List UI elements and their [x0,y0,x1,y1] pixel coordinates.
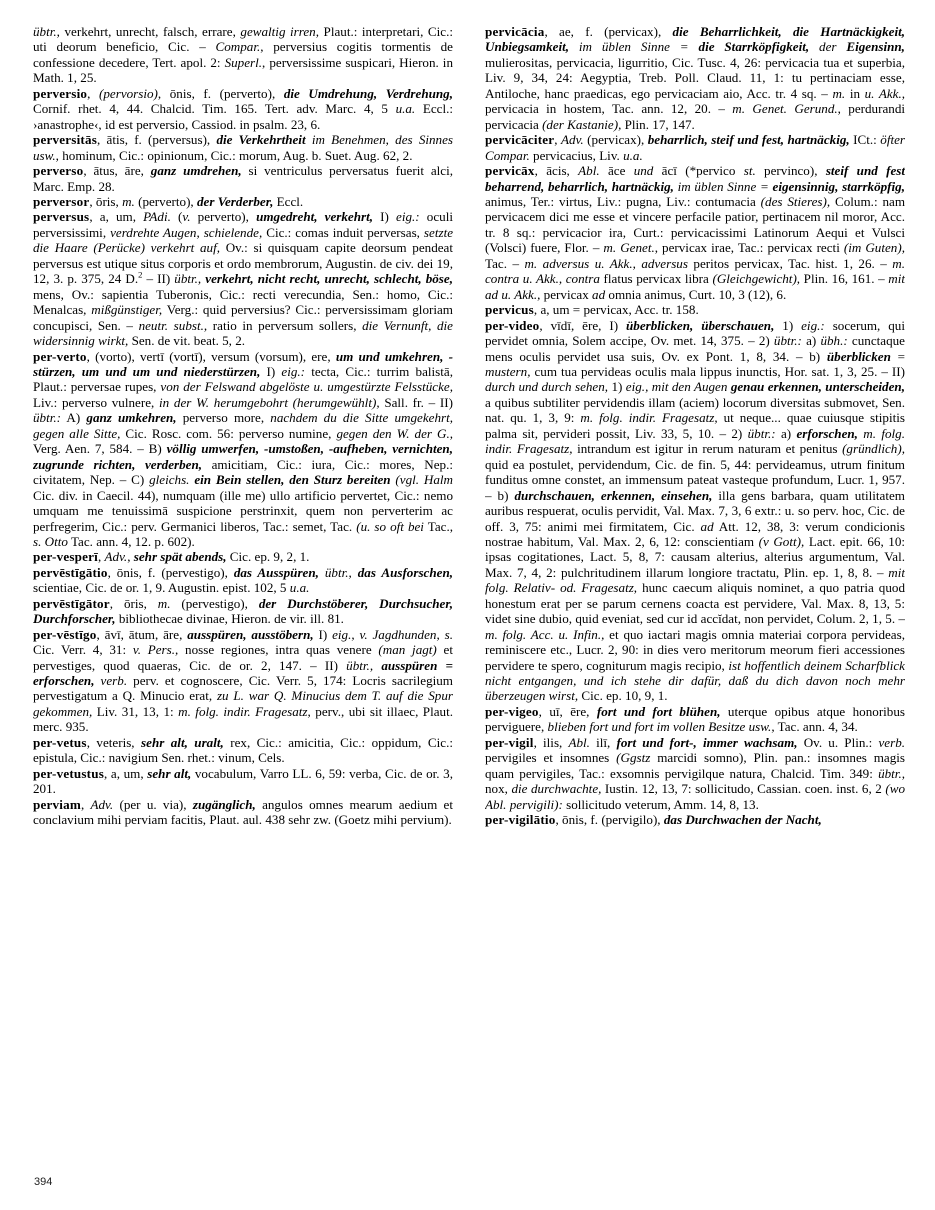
dictionary-entry: pervicus, a, um = pervicax, Acc. tr. 158. [485,302,699,318]
entry-body: übtr., verkehrt, unrecht, falsch, errare, gewaltig irren, Plaut.: interpretari, Cic.: uti deorum beneficio, Cic. – Compar., perversius cogitis tormentis de confessione decedere, Tert. apol. 2: Superl., perversissime suspicari, Hieron. in Math. 1, 25. [33,24,453,86]
entry-body: Adv. (per u. via), zugänglich, angulos omnes mearum aedium et conclavium mihi perviam facitis, Plaut. aul. 438 sehr zw. (Goetz mihi pervium). [33,796,453,828]
entry-body: a, um, sehr alt, vocabulum, Varro LL. 6, 59: verba, Cic. de or. 3, 201. [33,765,453,797]
dictionary-entry: pervicāx, ācis, Abl. āce und ācī (*pervico st. pervinco), steif und fest beharrend, beharrlich, hartnäckig, im üblen Sinne = eigensinnig, starrköpfig, animus, Ter.: virtus, Liv.: pugna, Liv.: contumacia (des Stieres), Colum.: nam pervicacem dici me esse et vincere perfacile patior, pertinacem nil moror, Acc. tr. 8 sq.: pervicacior ira, Curt.: pervicacissimi Latinorum Aequi et Vulsci (Volsci) fuere, Flor. – m. Genet., pervicax irae, Tac.: pervicax recti (im Guten), Tac. – m. adversus u. Akk., adversus peritos pervicax, Tac. hist. 1, 26. – m. contra u. Akk., contra flatus pervicax libra (Gleichgewicht), Plin. 16, 161. – mit ad u. Akk., pervicax ad omnia animus, Curt. 10, 3 (12), 6. [485,163,905,302]
entry-headword: perverso [33,163,84,179]
entry-body: ōnis, f. (pervigilo), das Durchwachen der Nacht, [562,812,822,828]
entry-headword: perversio [33,85,88,101]
entry-body: a, um, PAdi. (v. perverto), umgedreht, verkehrt, I) eig.: oculi perversissimi, verdrehte Augen, schielende, Cic.: comas induit perversas, setzte die Haare (Perücke) verkehrt auf, Ov.: si quisquam capite deorsum pendeat perversus est utique situs corporis et ordo membrorum, Augustin. de civ. dei 19, 12, 3. p. 375, 24 D.$^2$ – II) übtr., verkehrt, nicht recht, unrecht, schlecht, böse, mens, Ov.: sapientia Tuberonis, Cic.: recti verecundia, Sen.: homo, Cic.: Menalcas, mißgünstiger, Verg.: quid perversius? Cic.: perversissimam gloriam concupisci, Sen. – neutr. subst., ratio in perversum sollers, die Vernunft, die widersinnig wirkt, Sen. de vit. beat. 5, 2. [33,209,453,349]
entry-headword: pervēstīgātio [33,564,108,580]
dictionary-entry: per-vigilātio, ōnis, f. (pervigilo), das Durchwachen der Nacht, [485,812,822,828]
dictionary-entry: per-vetus, veteris, sehr alt, uralt, rex, Cic.: amicitia, Cic.: oppidum, Cic.: epistula, Cic.: navigium Sen. rhet.: vinum, Cels. [33,734,453,766]
right-text-column [485,24,905,1164]
dictionary-entry: per-vesperī, Adv., sehr spät abends, Cic. ep. 9, 2, 1. [33,549,310,565]
dictionary-entry: per-vetustus, a, um, sehr alt, vocabulum, Varro LL. 6, 59: verba, Cic. de or. 3, 201. [33,765,453,797]
entry-body: ōris, m. (pervestigo), der Durchstöberer, Durchsucher, Durchforscher, bibliothecae divinae, Hieron. de vir. ill. 81. [33,595,453,627]
dictionary-entry: per-verto, (vorto), vertī (vortī), versum (vorsum), ere, um und umkehren, -stürzen, um und um und niederstürzen, I) eig.: tecta, Cic.: turrim balistā, Plaut.: perversae rupes, von der Felswand abgelöste u. umgestürzte Felsstücke, Liv.: perverso vulnere, in der W. herumgebohrt (herumgewühlt), Sall. fr. – II) übtr.: A) ganz umkehren, perverso more, nachdem du die Sitte umgekehrt, gegen alle Sitte, Cic. Rosc. com. 56: perverso numine, gegen den W. der G., Verg. Aen. 7, 584. – B) völlig umwerfen, -umstoßen, -aufheben, vernichten, zugrunde richten, verderben, amicitiam, Cic.: iura, Cic.: mores, Nep.: civitatem, Nep. – C) gleichs. ein Bein stellen, den Sturz bereiten (vgl. Halm Cic. div. in Caecil. 44), numquam (ille me) ullo artificio pervertet, Cic.: nemo umquam me tenuissimā suspicione perstrinxit, quem non perverterim ac perfregerim, Cic.: perv. Germanici liberos, Tac.: semet, Tac. (u. so oft bei Tac., s. Otto Tac. ann. 4, 12. p. 602). [33,348,453,549]
entry-headword: perviam [33,796,81,812]
entry-body: ācis, Abl. āce und ācī (*pervico st. pervinco), steif und fest beharrend, beharrlich, hartnäckig, im üblen Sinne = eigensinnig, starrköpfig, animus, Ter.: virtus, Liv.: pugna, Liv.: contumacia (des Stieres), Colum.: nam pervicacem dici me esse et vincere perfacile patior, pertinacem nil moror, Acc. tr. 8 sq.: pervicacior ira, Curt.: pervicacissimi Latinorum Aequi et Vulsci (Volsci) fuere, Flor. – m. Genet., pervicax irae, Tac.: pervicax recti (im Guten), Tac. – m. adversus u. Akk., adversus peritos pervicax, Tac. hist. 1, 26. – m. contra u. Akk., contra flatus pervicax libra (Gleichgewicht), Plin. 16, 161. – mit ad u. Akk., pervicax ad omnia animus, Curt. 10, 3 (12), 6. [485,163,905,302]
entry-headword: per-vigeo [485,703,539,719]
dictionary-entry: per-vigil, ilis, Abl. ilī, fort und fort-, immer wachsam, Ov. u. Plin.: verb. pervigiles et insomnes (Ggstz marcidi somno), Plin. pan.: insomnes magis quam pervigiles, Tac.: exsomnis pervigilque natura, Chalcid. Tim. 349: übtr., nox, die durchwachte, Iustin. 12, 13, 7: sollicitudo, Cassian. coen. inst. 6, 2 (wo Abl. pervigili): sollicitudo veterum, Amm. 14, 8, 13. [485,734,905,812]
entry-headword: perversor [33,193,90,209]
dictionary-entry [33,24,453,86]
entry-body: (vorto), vertī (vortī), versum (vorsum), ere, um und umkehren, -stürzen, um und um und niederstürzen, I) eig.: tecta, Cic.: turrim balistā, Plaut.: perversae rupes, von der Felswand abgelöste u. umgestürzte Felsstücke, Liv.: perverso vulnere, in der W. herumgebohrt (herumgewühlt), Sall. fr. – II) übtr.: A) ganz umkehren, perverso more, nachdem du die Sitte umgekehrt, gegen alle Sitte, Cic. Rosc. com. 56: perverso numine, gegen den W. der G., Verg. Aen. 7, 584. – B) völlig umwerfen, -umstoßen, -aufheben, vernichten, zugrunde richten, verderben, amicitiam, Cic.: iura, Cic.: mores, Nep.: civitatem, Nep. – C) gleichs. ein Bein stellen, den Sturz bereiten (vgl. Halm Cic. div. in Caecil. 44), numquam (ille me) ullo artificio pervertet, Cic.: nemo umquam me tenuissimā suspicione perstrinxit, quem non perverterim ac perfregerim, Cic.: perv. Germanici liberos, Tac.: semet, Tac. (u. so oft bei Tac., s. Otto Tac. ann. 4, 12. p. 602). [33,348,453,549]
entry-body: a, um = pervicax, Acc. tr. 158. [540,302,699,318]
entry-headword: per-video [485,317,540,333]
entry-body: Adv., sehr spät abends, Cic. ep. 9, 2, 1. [104,549,310,565]
entry-body: ātis, f. (perversus), die Verkehrtheit im Benehmen, des Sinnes usw., hominum, Cic.: opinionum, Cic.: morum, Aug. b. Suet. Aug. 62, 2. [33,132,453,163]
entry-body: veteris, sehr alt, uralt, rex, Cic.: amicitia, Cic.: oppidum, Cic.: epistula, Cic.: navigium Sen. rhet.: vinum, Cels. [33,734,453,766]
entry-headword: pervicāx [485,163,535,179]
entry-headword: per-vigil [485,734,534,750]
entry-body: Adv. (pervicax), beharrlich, steif und fest, hartnäckig, ICt.: öfter Compar. pervicacius, Liv. u.a. [485,132,905,163]
dictionary-entry: perversus, a, um, PAdi. (v. perverto), umgedreht, verkehrt, I) eig.: oculi perversissimi, verdrehte Augen, schielende, Cic.: comas induit perversas, setzte die Haare (Perücke) verkehrt auf, Ov.: si quisquam capite deorsum pendeat perversus est utique situs corporis et ordo membrorum, Augustin. de civ. dei 19, 12, 3. p. 375, 24 D.$^2$ – II) übtr., verkehrt, nicht recht, unrecht, schlecht, böse, mens, Ov.: sapientia Tuberonis, Cic.: recti verecundia, Sen.: homo, Cic.: Menalcas, mißgünstiger, Verg.: quid perversius? Cic.: perversissimam gloriam concupisci, Sen. – neutr. subst., ratio in perversum sollers, die Vernunft, die widersinnig wirkt, Sen. de vit. beat. 5, 2. [33,209,453,349]
entry-headword: pervēstīgātor [33,595,110,611]
dictionary-entry: per-vigeo, uī, ēre, fort und fort blühen, uterque opibus atque honoribus perviguere, blieben fort und fort im vollen Besitze usw., Tac. ann. 4, 34. [485,703,905,735]
dictionary-entry: pervēstīgātor, ōris, m. (pervestigo), der Durchstöberer, Durchsucher, Durchforscher, bibliothecae divinae, Hieron. de vir. ill. 81. [33,595,453,627]
left-text-column [33,24,453,1164]
entry-headword: per-vetus [33,734,87,750]
dictionary-entry: perversitās, ātis, f. (perversus), die Verkehrtheit im Benehmen, des Sinnes usw., hominum, Cic.: opinionum, Cic.: morum, Aug. b. Suet. Aug. 62, 2. [33,132,453,163]
entry-headword: pervicus [485,302,534,318]
dictionary-entry: per-video, vīdī, ēre, I) überblicken, überschauen, 1) eig.: socerum, qui pervidet omnia, Solem accipe, Ov. met. 14, 375. – 2) übtr.: a) übh.: cunctaque mens oculis pervidet usa suis, Ov. ex Pont. 1, 8, 34. – b) überblicken = mustern, cum tua pervideas oculis mala lippus inunctis, Hor. sat. 1, 3, 25. – II) durch und durch sehen, 1) eig., mit den Augen genau erkennen, unterscheiden, a quibus subtiliter pervidendis illam (aciem) locorum diversitas submovet, Sen. nat. qu. 1, 3, 9: m. folg. indir. Fragesatz, ut neque... quae cuiusque stipitis palma sit, pervideri possit, Liv. 33, 5, 10. – 2) übtr.: a) erforschen, m. folg. indir. Fragesatz, intrandum est igitur in rerum naturam et penitus (gründlich), quid ea postulet, pervidendum, Cic. de fin. 5, 44: pervideamus, utrum finitum funditus omne constet, an immensum pateat vasteque profundum, Lucr. 1, 957. – b) durchschauen, erkennen, einsehen, illa gens barbara, quam utilitatem auribus respuerat, oculis pervidit, Val. Max. 7, 3, 6 extr.: u. so perv. hoc, Cic. de off. 3, 75: animi mei firmitatem, Cic. ad Att. 12, 38, 3: verum condicionis nostrae habitum, Val. Max. 2, 6, 12: conscientiam (v Gott), Lact. epit. 66, 10: ipsas cogitationes, Lact. 5, 8, 7: causam alterius, alterius argumentum, Val. Max. 7, 4, 2: pulchritudinem illarum longiore tractatu, Plin. ep. 1, 8, 8. – mit folg. Relativ- od. Fragesatz, hunc caecum aliquis nominet, a quo patria quod honestum erat per se parum cernens coacta est pervidere, Val. Max. 8, 13, 5: videt sine dubio, quid eveniat, sed cur id accĭdat, non pervidet, Colum. 2, 1, 5. – m. folg. Acc. u. Infin., et quo iactari magis omnia materiai corpora pervideas, reminiscere etc., Lucr. 2, 90: in dies vero meritorum meorum fieri accessiones pervidere te spero, cogniturum magis recipio, ist hoffentlich deinem Scharfblick nicht entgangen, und ich stehe dir dafür, daß du dich davon noch mehr überzeugen wirst, Cic. ep. 10, 9, 1. [485,317,905,704]
dictionary-entry: per-vēstīgo, āvī, ātum, āre, ausspüren, ausstöbern, I) eig., v. Jagdhunden, s. Cic. Verr. 4, 31: v. Pers., nosse regiones, intra quas venere (man jagt) et pervestiges, quod quaeras, Cic. de or. 2, 147. – II) übtr., ausspüren = erforschen, verb. perv. et cognoscere, Cic. Verr. 5, 174: Locris sacrilegium pervestigatum a Q. Minucio erat, zu L. war Q. Minucius dem T. auf die Spur gekommen, Liv. 31, 13, 1: m. folg. indir. Fragesatz, perv., ubi sit illaec, Plaut. merc. 935. [33,626,453,735]
entry-body: ōnis, f. (pervestigo), das Ausspüren, übtr., das Ausforschen, scientiae, Cic. de or. 1, 9. Augustin. epist. 102, 5 u.a. [33,564,453,596]
page-number: 394 [34,1176,53,1188]
dictionary-entry: perverso, ātus, āre, ganz umdrehen, si ventriculus perversatus fuerit alci, Marc. Emp. 28. [33,163,453,194]
entry-body: āvī, ātum, āre, ausspüren, ausstöbern, I) eig., v. Jagdhunden, s. Cic. Verr. 4, 31: v. Pers., nosse regiones, intra quas venere (man jagt) et pervestiges, quod quaeras, Cic. de or. 2, 147. – II) übtr., ausspüren = erforschen, verb. perv. et cognoscere, Cic. Verr. 5, 174: Locris sacrilegium pervestigatum a Q. Minucio erat, zu L. war Q. Minucius dem T. auf die Spur gekommen, Liv. 31, 13, 1: m. folg. indir. Fragesatz, perv., ubi sit illaec, Plaut. merc. 935. [33,626,453,735]
dictionary-entry: pervicāciter, Adv. (pervicax), beharrlich, steif und fest, hartnäckig, ICt.: öfter Compar. pervicacius, Liv. u.a. [485,132,905,163]
dictionary-entry: perviam, Adv. (per u. via), zugänglich, angulos omnes mearum aedium et conclavium mihi perviam facitis, Plaut. aul. 438 sehr zw. (Goetz mihi pervium). [33,796,453,828]
entry-headword: pervicācia [485,24,545,39]
entry-body: ilis, Abl. ilī, fort und fort-, immer wachsam, Ov. u. Plin.: verb. pervigiles et insomnes (Ggstz marcidi somno), Plin. pan.: insomnes magis quam pervigiles, Tac.: exsomnis pervigilque natura, Chalcid. Tim. 349: übtr., nox, die durchwachte, Iustin. 12, 13, 7: sollicitudo, Cassian. coen. inst. 6, 2 (wo Abl. pervigili): sollicitudo veterum, Amm. 14, 8, 13. [485,734,905,812]
entry-headword: perversus [33,209,90,225]
entry-headword: perversitās [33,132,98,148]
entry-headword: per-verto [33,348,87,364]
dictionary-entry: pervicācia, ae, f. (pervicax), die Beharrlichkeit, die Hartnäckigkeit, Unbiegsamkeit, im üblen Sinne = die Starrköpfigkeit, der Eigensinn, mulierositas, pervicacia, ligurritio, Cic. Tusc. 4, 26: pervicacia tua et superbia, Liv. 9, 34, 24: Aegyptia, Treb. Poll. Claud. 11, 1: tu pertinaciam esse, Antiloche, hanc praedicas, ego pervicaciam aio, Acc. tr. 4 sq. – m. in u. Akk., pervicacia in hostem, Tac. ann. 12, 20. – m. Genet. Gerund., perdurandi pervicacia (der Kastanie), Plin. 17, 147. [485,24,905,132]
dictionary-entry: perversio, (pervorsio), ōnis, f. (perverto), die Umdrehung, Verdrehung, Cornif. rhet. 4, 44. Chalcid. Tim. 165. Tert. adv. Marc. 4, 5 u.a. Eccl.: ›anastrophe‹, id est perversio, Cassiod. in psalm. 23, 6. [33,85,453,132]
entry-headword: per-vēstīgo [33,626,97,642]
entry-body: (pervorsio), ōnis, f. (perverto), die Umdrehung, Verdrehung, Cornif. rhet. 4, 44. Chalcid. Tim. 165. Tert. adv. Marc. 4, 5 u.a. Eccl.: ›anastrophe‹, id est perversio, Cassiod. in psalm. 23, 6. [33,85,453,132]
entry-headword: pervicāciter [485,132,555,148]
entry-body: ōris, m. (perverto), der Verderber, Eccl. [95,193,304,209]
entry-body: ae, f. (pervicax), die Beharrlichkeit, die Hartnäckigkeit, Unbiegsamkeit, im üblen Sinne = die Starrköpfigkeit, der Eigensinn, mulierositas, pervicacia, ligurritio, Cic. Tusc. 4, 26: pervicacia tua et superbia, Liv. 9, 34, 24: Aegyptia, Treb. Poll. Claud. 11, 1: tu pertinaciam esse, Antiloche, hanc praedicas, ego pervicaciam aio, Acc. tr. 4 sq. – m. in u. Akk., pervicacia in hostem, Tac. ann. 12, 20. – m. Genet. Gerund., perdurandi pervicacia (der Kastanie), Plin. 17, 147. [485,24,905,132]
entry-body: uī, ēre, fort und fort blühen, uterque opibus atque honoribus perviguere, blieben fort und fort im vollen Besitze usw., Tac. ann. 4, 34. [485,703,905,735]
entry-headword: per-vesperī [33,549,98,565]
entry-headword: per-vetustus [33,765,105,781]
dictionary-entry: pervēstīgātio, ōnis, f. (pervestigo), das Ausspüren, übtr., das Ausforschen, scientiae, Cic. de or. 1, 9. Augustin. epist. 102, 5 u.a. [33,564,453,596]
dictionary-entry: perversor, ōris, m. (perverto), der Verderber, Eccl. [33,193,304,209]
entry-headword: per-vigilātio [485,812,556,828]
entry-body: vīdī, ēre, I) überblicken, überschauen, 1) eig.: socerum, qui pervidet omnia, Solem accipe, Ov. met. 14, 375. – 2) übtr.: a) übh.: cunctaque mens oculis pervidet usa suis, Ov. ex Pont. 1, 8, 34. – b) überblicken = mustern, cum tua pervideas oculis mala lippus inunctis, Hor. sat. 1, 3, 25. – II) durch und durch sehen, 1) eig., mit den Augen genau erkennen, unterscheiden, a quibus subtiliter pervidendis illam (aciem) locorum diversitas submovet, Sen. nat. qu. 1, 3, 9: m. folg. indir. Fragesatz, ut neque... quae cuiusque stipitis palma sit, pervideri possit, Liv. 33, 5, 10. – 2) übtr.: a) erforschen, m. folg. indir. Fragesatz, intrandum est igitur in rerum naturam et penitus (gründlich), quid ea postulet, pervidendum, Cic. de fin. 5, 44: pervideamus, utrum finitum funditus omne constet, an immensum pateat vasteque profundum, Lucr. 1, 957. – b) durchschauen, erkennen, einsehen, illa gens barbara, quam utilitatem auribus respuerat, oculis pervidit, Val. Max. 7, 3, 6 extr.: u. so perv. hoc, Cic. de off. 3, 75: animi mei firmitatem, Cic. ad Att. 12, 38, 3: verum condicionis nostrae habitum, Val. Max. 2, 6, 12: conscientiam (v Gott), Lact. epit. 66, 10: ipsas cogitationes, Lact. 5, 8, 7: causam alterius, alterius argumentum, Val. Max. 7, 4, 2: pulchritudinem illarum longiore tractatu, Plin. ep. 1, 8, 8. – mit folg. Relativ- od. Fragesatz, hunc caecum aliquis nominet, a quo patria quod honestum erat per se parum cernens coacta est pervidere, Val. Max. 8, 13, 5: videt sine dubio, quid eveniat, sed cur id accĭdat, non pervidet, Colum. 2, 1, 5. – m. folg. Acc. u. Infin., et quo iactari magis omnia materiai corpora pervideas, reminiscere etc., Lucr. 2, 90: in dies vero meritorum meorum fieri accessiones pervidere te spero, cogniturum magis recipio, ist hoffentlich deinem Scharfblick nicht entgangen, und ich stehe dir dafür, daß du dich davon noch mehr überzeugen wirst, Cic. ep. 10, 9, 1. [485,317,905,704]
two-column-text-body [33,24,905,1164]
entry-body: ātus, āre, ganz umdrehen, si ventriculus perversatus fuerit alci, Marc. Emp. 28. [33,163,453,194]
